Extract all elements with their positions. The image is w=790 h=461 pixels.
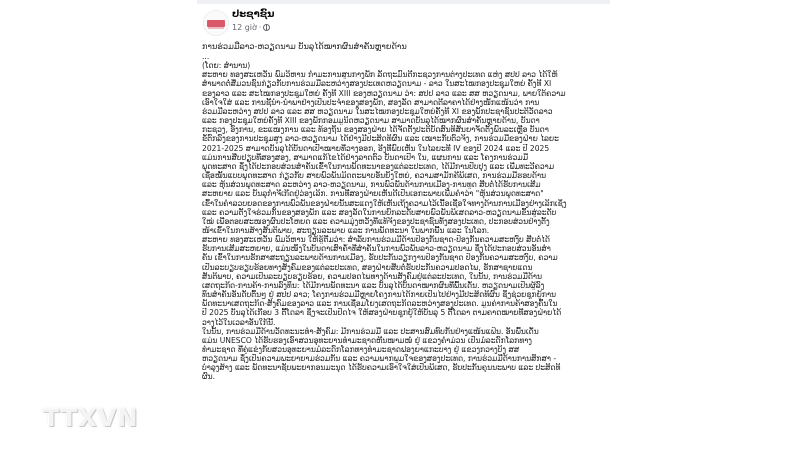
text-line: ປີ 2025 ບັນລຸໄດ້ເກືອບ 3 ຕື້ໂດລາ ຊຶ່ງຈະເປັນປັດໄຈ ໃຫ້ສອງຝ່າຍຊຸກຍູ້ໃຫ້ບັນລຸ 5 ຕື້ໂດລາ ຕາມຄາດໝາຍທີ່ສອງຝ່າຍໄດ້	[202, 308, 562, 318]
page-name-link[interactable]: ປະຊາຊົນ	[232, 9, 275, 20]
text-line: 2021-2025 ສາມາດບັນລຸໄດ້ບັນດາເປົ້າໝາຍທີ່ວາງອອກ, ອີງທີ່ພົບເຫັນ ໃນໄລຍະທີ IV ຂອງປີ 2024 ແລະ ປີ 2025	[202, 143, 550, 153]
text-line: ຂອງລາວ ແລະ ສະໄໝກອງປະຊຸມໃຫຍ່ ຄັ້ງທີ XIII ຂອງຫວຽດນາມ ວ່າ: ສປປ ລາວ ແລະ ສສ ຫວຽດນາມ, ພາຍໃຕ້ຄວາມ	[202, 88, 566, 98]
text-line: ສະຫາຍ ທອງສະເຫວັນ ພົມວິຫານ ກຳມະການສູນກາງພັກ ລັດຖະມົນຕີກະຊວງການຕ່າງປະເທດ ແຫ່ງ ສປປ ລາວ ໄດ້ໃຫ້	[202, 70, 558, 80]
post-timestamp[interactable]: 12 giờ	[232, 23, 257, 32]
post-title: ການຮ່ວມມືລາວ-ຫວຽດນາມ ບັນລຸໄດ້ໝາກຜົນສຳຄັນຫຼາຍດ້ານ	[202, 41, 407, 51]
newspaper-logo-icon	[207, 20, 225, 27]
text-line: ຄັນ ເຂົ້າໃນການຮັກສາສະຖຽນລະພາບດ້ານການເມືອງ, ຮັບປະກັນວຽກງານປ້ອງກັນຊາດ ປ້ອງກັນຄວາມສະຫງົບ, ຄວາມ	[202, 253, 558, 263]
text-line: ເປັນລະບຽບຮຽບຮ້ອຍທາງສັງຄົມຂອງແຕ່ລະປະເທດ, ສອງຝ່າຍສືບຕໍ່ຮັບປະກັນຄວາມປອດໄພ, ຮັກສາຊາຍແດນ	[202, 262, 533, 272]
text-line: ພຸດທະສາດ ຊຶ່ງໄດ້ປະກອບສ່ວນສຳຄັນເຂົ້າໃນການພັດທະນາຂອງແຕ່ລະປະເທດ, ໄດ້ມີການປັບປຸງ ແລະ ເພີ່ມທະວີຄວາມ	[202, 161, 555, 171]
text-line: ຜົນ.	[202, 372, 216, 382]
text-line: ວາງໄວ້ໃນເວລາອັນໃກ້ນີ້.	[202, 317, 276, 327]
text-line: ໃໝ່ ເພື່ອຕອບສະໜອງຜົນປະໂຫຍດ ແລະ ຄວາມມຸ່ງຫວັງທີ່ແທ້ຈິງຂອງປະຊາຊົນທັງສອງປະເທດ, ປະກອບສ່ວນຢ່າງຕັ້ງ	[202, 216, 550, 226]
paragraph-1	[202, 70, 604, 235]
post-ellipsis: ...	[202, 52, 210, 61]
text-line: ແມ່ນການສືບປຽບທີ່ສອງສອງ, ສາມາດແກ້ໄຂໄດ້ຢ່າງລາດຕົວ ບັນດາເປົ້າ ໃນ, ແຜນການ ແລະ ໂຄງການຮ່ວມມື	[202, 152, 529, 162]
paragraph-2	[202, 235, 604, 327]
ttxvn-watermark: TTXVN	[43, 404, 139, 432]
text-line: ຮ່ວມມືລະຫວ່າງ ສປປ ລາວ ແລະ ສສ ຫວຽດນາມ ໃນສະໄໝກອງປະຊຸມໃຫຍ່ຄັ້ງທີ XI ຂອງພັກປະຊາຊົນປະຕິວັດລາວ	[202, 106, 553, 116]
post-byline: (ໂດຍ: ສຳນານ)	[202, 61, 251, 71]
text-line: ແມ່ນ UNESCO ໄດ້ຮັບຮອງເອົາສວນອຸທະຍານທຳມະຊາດຫີນໜາມໜໍ່ ຢູ່ ແຂວງຄຳມ່ວນ ເປັນມໍລະດົກໂລກທາງ	[202, 335, 532, 345]
post-meta	[232, 23, 270, 32]
text-line: ເຊື່ອໝັ້ນແບບພຸດທະສາດ ກ່ຽວກັບ ສາຍພົວພັນມິດຕະພາບອັນຍິ່ງໃຫຍ່, ຄວາມສາມັກຄີພິເສດ, ການຮ່ວມມືຮອບດ້ານ	[202, 171, 547, 181]
text-line: ຮັບການເສີມສະຫຍາຍ, ແມ່ນໜຶ່ງໃນບັນດາເສົາຄ້ຳທີ່ສຳຄັນໃນການພົວພັນລາວ-ຫວຽດນາມ ຊຶ່ງໄດ້ປະກອບສ່ວນອັນສຳ	[202, 244, 551, 254]
text-line: ໃນນັ້ນ, ການຮ່ວມມືດ້ານວັດທະນະທຳ-ສັງຄົມ: ມີການຮ່ວມມື ແລະ ປະສານສົມທົບກັນຢ່າງແໜ້ນແຟ້ນ. ອັນພົ້ນເດັ່ນ	[202, 326, 539, 336]
text-line: ພັດທະນາເສດຖະກິດ-ສັງຄົມຂອງລາວ ແລະ ການເຊື່ອມໂຍງເສດຖະກິດລະຫວ່າງສອງປະເທດ. ມູນຄ່າການຄ້າສອງຄົ້ນໃນ	[202, 299, 558, 309]
globe-icon	[263, 24, 270, 31]
post-body	[202, 40, 604, 382]
text-line: ທຶນສຳຄັນອັນດັບຕົ້ນໆ ຢູ່ ສປປ ລາວ; ໂຄງການຮ່ວມມືຫຼາຍໂຄງການໄດ້ກາຍເປັນໄປຢ່າງມີປະສິດທິຜົນ ຊຶ່ງຊ່ວຍຊຸກຍູ້ການ	[202, 290, 557, 300]
paragraph-3	[202, 327, 604, 382]
text-line: ສະຫຍາຍ ແລະ ບັນລຸກຳຈີເກີດຢູ່ວ່ອງເລິກ. ການທີ່ສອງຝ່າຍເຫັນດີເປັນເອກະພາບເພີ່ມຄຳວ່າ "ຫຸ້ນສ່ວນພຸດທະສາດ"	[202, 189, 544, 199]
text-line: ສຳພາດຕໍ່ສື່ມວນຊົນກ່ຽວກັບການຮ່ວມມືລະຫວ່າງສອງປະເທດຫວຽດນາມ - ລາວ ໃນສະໄໝກອງປະຊຸມໃຫຍ່ ຄັ້ງທີ XI	[202, 79, 552, 89]
facebook-post-card	[197, 4, 610, 461]
text-line: ແລະ ກອງປະຊຸມໃຫຍ່ຄັ້ງທີ XIII ຂອງພັກກອມມູນິດຫວຽດນາມ ສາມາດບັນລຸໄດ້ໝາກຜົນສຳຄັນຫຼາຍດ້ານ, ບັນດາ	[202, 116, 540, 126]
text-line: ຂໍ້ຕົກລົງຂອງການປະຊຸມສູງ ລາວ-ຫວຽດນາມ ໄດ້ຢ່າງມີປະສິດທິຜົນ ແລະ ເໝາະກັບຕົວຈິງ, ການຮ່ວມມືຂອງຝ່າຍ ໄລຍະ	[202, 134, 559, 144]
text-line: ແລະ ຄວາມຕັ້ງໃຈຮ່ວມກັນຂອງສອງພັກ ແລະ ສອງລັດໃນການຍົກລະດັບສາຍພົວພັນພິເສດລາວ-ຫວຽດນາມຂຶ້ນສູ່ລະດັບ	[202, 207, 557, 217]
text-line: ທຳມະຊາດ ທີ່ຄູ່ແຂ່ງກັບສວນອຸທະຍານມໍລະດົກໂລກທາງທຳມະຊາດຟອງຍາແກະບາງ ຢູ່ ແຂວງກວາງບິງ ສສ	[202, 345, 520, 354]
text-line: ສັນຕິພາບ, ຄວາມເປັນລະບຽບຮຽບຮ້ອຍ, ຄວາມປອດໄພທາງດ້ານສັງຄົມຢູ່ແຕ່ລະປະເທດ, ໃນນັ້ນ, ການຮ່ວມມືດ້ານ	[202, 271, 543, 281]
text-line: ເສດຖະກິດ-ການຄ້າ-ການລົງທຶນ: ໄດ້ມີການພັດທະນາ ແລະ ບັນລຸໄດ້ບັນດາໝາກຜົນທີ່ພົ້ນເດັ່ນ. ຫວຽດນາມເປັນຜູ້ລົງ	[202, 280, 545, 290]
meta-separator: ·	[258, 23, 262, 32]
text-line: ໜ້າເຂົ້າໃນການສ້າງສັນຕິພາບ, ສະຖຽນລະພາບ ແລະ ການພັດທະນາ ໃນພາກພື້ນ ແລະ ໃນໂລກ.	[202, 225, 490, 235]
text-line: ເອົາໃຈໃສ່ ແລະ ການຊີ້ນຳ-ນຳພາຢ່າງເປັນປະຈຳຂອງສອງພັກ, ສອງລັດ ສາມາດຕີລາຄາໄດ້ຢ່າງໜັກແໜ້ນວ່າ ການ	[202, 97, 540, 107]
text-line: ສະຫາຍ ທອງສະເຫວັນ ພົມວິຫານ ໃຫ້ຮູ້ຕື່ມວ່າ: ສຳລັບການຮ່ວມມືດ້ານປ້ອງກັນຊາດ-ປ້ອງກັນຄວາມສະຫງົບ ສືບຕໍ່ໄດ້	[202, 235, 550, 245]
text-line: ຫວຽດນາມ ຊຶ່ງເປັນຄວາມພະຍາຍາມຮ່ວມກັນ ແລະ ຄວາມພາກພູມໃຈຂອງສອງປະເທດ, ການຮ່ວມມືດ້ານການສຶກສາ -	[202, 354, 557, 364]
text-line: ບຳລຸງສ້າງ ແລະ ພັດທະນາຊັບພະຍາກອນມະນຸດ ໄດ້ຮັບຄວາມເອົາໃຈໃສ່ເປັນພິເສດ, ຮັບປະກັນຄຸນນະພາບ ແລະ ປະສິດທິ	[202, 363, 561, 373]
text-line: ແລະ ຫຸ້ນສ່ວນພຸດທະສາດ ລະຫວ່າງ ລາວ-ຫວຽດນາມ, ການພົວພັນດ້ານການເມືອງ-ການທູດ ສືບຕໍ່ໄດ້ຮັບການເສີມ	[202, 180, 541, 190]
post-header	[203, 8, 583, 36]
text-line: ເຂົ້າໃນຄຳລວບຍອດຂອງການພົວພັນຂອງຝ່າຍນັ້ນສະແດງໃຫ້ເຫັນເຖິງຄວາມໄວ້ເນື້ອເຊື່ອໃຈທາງດ້ານການເມືອງຢ່າງເລິກເຊິ່ງ	[202, 198, 567, 208]
page-avatar[interactable]	[203, 10, 229, 36]
text-line: ກະຊວງ, ອົງການ, ຂະແໜງການ ແລະ ທ້ອງຖິ່ນ ຂອງສອງຝ່າຍ ໄດ້ຈັດຕັ້ງປະຕິບັດສົນທິສັນຍາຈັດຕັ້ງພົນລະເຫຼືອ ບັນດາ	[202, 125, 549, 135]
